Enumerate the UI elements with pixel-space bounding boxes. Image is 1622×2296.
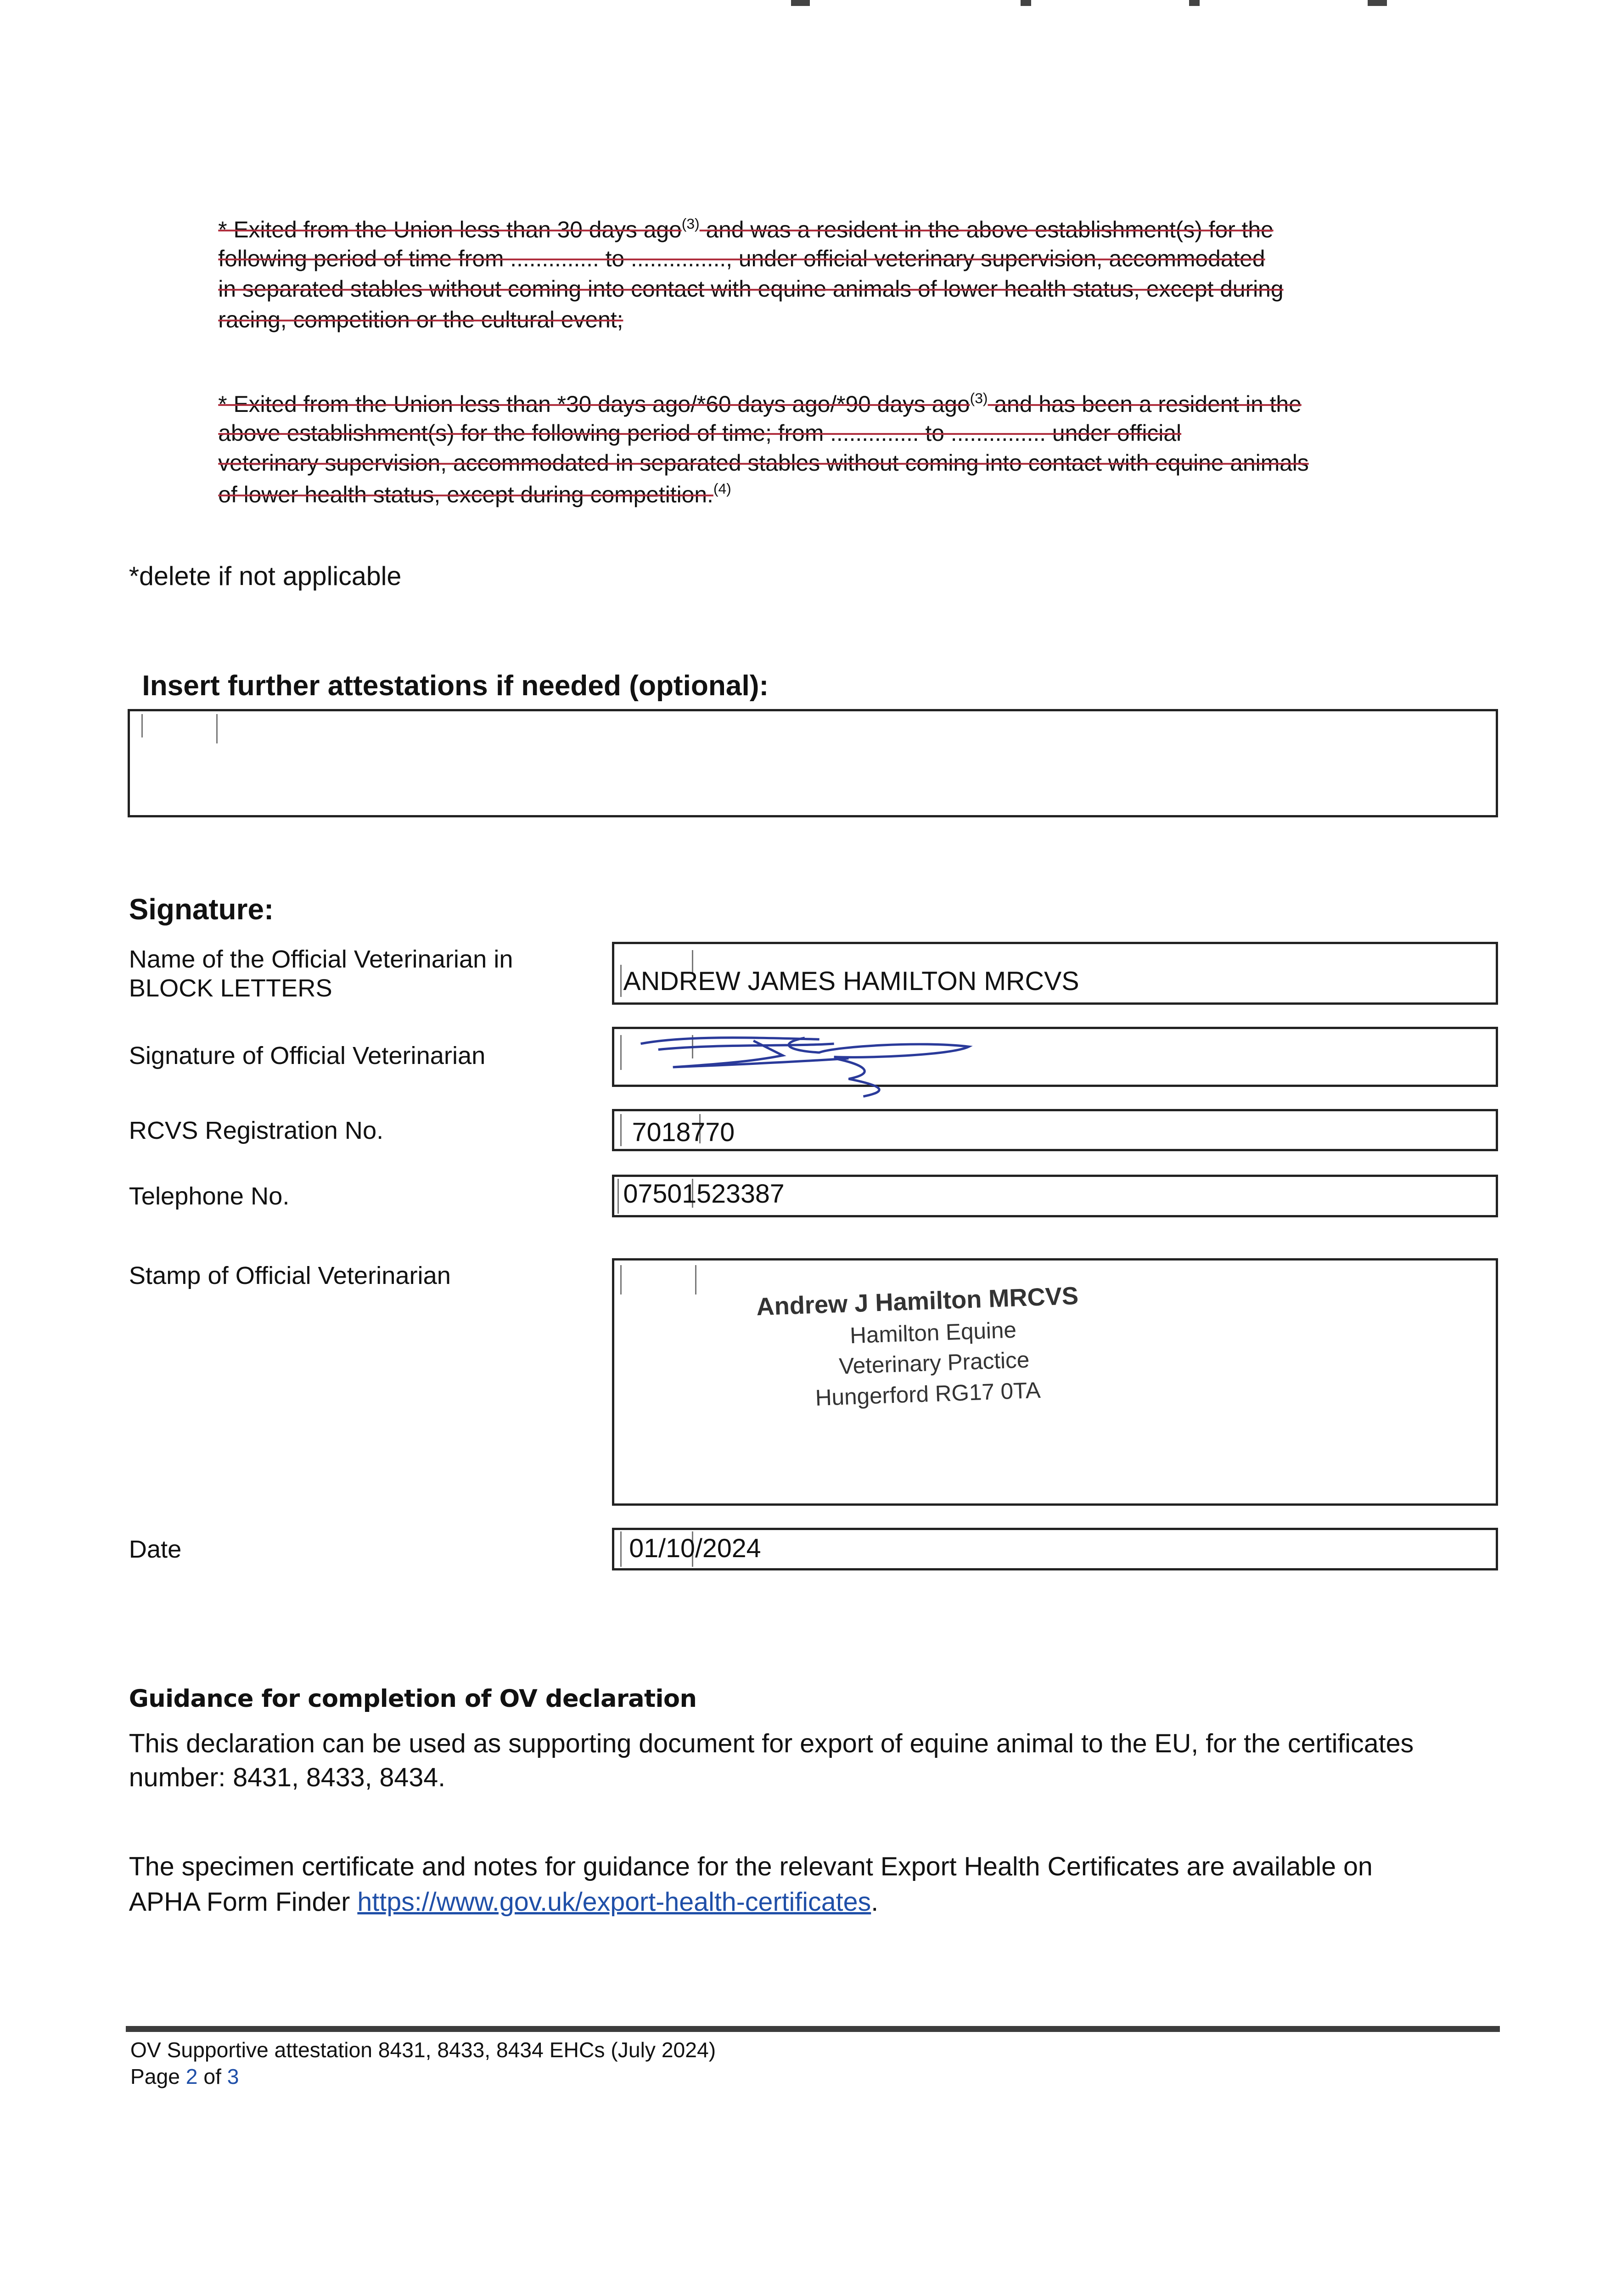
page-number	[130, 2064, 239, 2089]
guidance-text: This declaration can be used as supporting document for export of equine animal to the EU, for the certificates	[129, 1729, 1414, 1759]
name-field[interactable]	[612, 942, 1498, 1005]
guidance-text-line	[129, 1887, 878, 1917]
struck-text: and was a resident in the above establishment(s) for the	[699, 217, 1274, 243]
handwritten-signature	[629, 1029, 995, 1103]
struck-line	[218, 215, 1273, 243]
struck-line	[218, 480, 731, 508]
rcvs-label: RCVS Registration No.	[129, 1116, 384, 1144]
stamp-line: Hamilton Equine	[849, 1317, 1017, 1348]
date-field[interactable]	[612, 1528, 1498, 1570]
struck-text: * Exited from the Union less than 30 days ago	[218, 217, 682, 243]
page-current: 2	[185, 2064, 198, 2088]
telephone-value: 07501523387	[623, 1179, 785, 1209]
signature-heading: Signature:	[129, 892, 274, 926]
signature-label: Signature of Official Veterinarian	[129, 1042, 486, 1070]
footnote-ref: (3)	[681, 215, 700, 232]
date-label: Date	[129, 1536, 182, 1564]
of-word: of	[197, 2064, 227, 2088]
struck-line	[218, 420, 1181, 446]
name-value: ANDREW JAMES HAMILTON MRCVS	[623, 967, 1079, 996]
struck-text: in separated stables without coming into contact with equine animals of lower health status, except during	[218, 276, 1284, 302]
page-word: Page	[130, 2064, 186, 2088]
delete-note: *delete if not applicable	[129, 561, 402, 591]
struck-text: * Exited from the Union less than *30 days ago/*60 days ago/*90 days ago	[218, 391, 970, 417]
telephone-label: Telephone No.	[129, 1182, 290, 1210]
struck-text: above establishment(s) for the following period of time; from .............. to ............... under official	[218, 420, 1182, 446]
struck-line	[218, 450, 1308, 476]
stamp-line: Hungerford RG17 0TA	[815, 1377, 1041, 1411]
guidance-text: The specimen certificate and notes for guidance for the relevant Export Health Certificates are available on	[129, 1852, 1373, 1882]
date-value: 01/10/2024	[629, 1533, 761, 1563]
stamp-line: Veterinary Practice	[838, 1347, 1030, 1379]
struck-text: veterinary supervision, accommodated in separated stables without coming into contact with equine animals	[218, 450, 1309, 476]
guidance-heading: Guidance for completion of OV declaration	[129, 1684, 697, 1713]
scan-mark	[1368, 0, 1386, 6]
vet-stamp	[727, 1280, 1111, 1413]
export-health-certificates-link[interactable]: https://www.gov.uk/export-health-certificates	[357, 1887, 871, 1917]
footer-title: OV Supportive attestation 8431, 8433, 8434 EHCs (July 2024)	[130, 2038, 716, 2062]
stamp-line: Andrew J Hamilton MRCVS	[756, 1282, 1079, 1321]
telephone-field[interactable]	[612, 1175, 1498, 1217]
guidance-prefix: APHA Form Finder	[129, 1887, 358, 1917]
struck-line	[218, 390, 1301, 417]
guidance-suffix: .	[871, 1887, 879, 1917]
stamp-label: Stamp of Official Veterinarian	[129, 1261, 451, 1289]
footnote-ref: (3)	[970, 389, 988, 406]
scan-mark	[1189, 0, 1199, 6]
stamp-field[interactable]	[612, 1258, 1498, 1506]
struck-line	[218, 245, 1265, 272]
struck-text: of lower health status, except during competition.	[218, 482, 713, 508]
rcvs-value: 7018770	[632, 1117, 735, 1147]
footer-rule	[126, 2026, 1499, 2032]
struck-line	[218, 306, 623, 333]
footnote-ref: (4)	[713, 480, 731, 497]
further-attestations-heading: Insert further attestations if needed (optional):	[142, 670, 769, 702]
name-label-line2: BLOCK LETTERS	[129, 974, 332, 1002]
signature-field[interactable]	[612, 1027, 1498, 1087]
scan-mark	[1021, 0, 1031, 6]
further-attestations-field[interactable]	[128, 709, 1499, 817]
scan-mark	[791, 0, 810, 6]
struck-text: and has been a resident in the	[988, 391, 1302, 417]
struck-line	[218, 276, 1283, 302]
guidance-text: number: 8431, 8433, 8434.	[129, 1762, 446, 1792]
struck-text: following period of time from .............. to ..............., under official veterinary supervision, accommodated	[218, 246, 1265, 272]
struck-text: racing, competition or the cultural event;	[218, 306, 623, 332]
name-label-line1: Name of the Official Veterinarian in	[129, 945, 513, 973]
rcvs-field[interactable]	[612, 1109, 1498, 1152]
page-total: 3	[227, 2064, 239, 2088]
